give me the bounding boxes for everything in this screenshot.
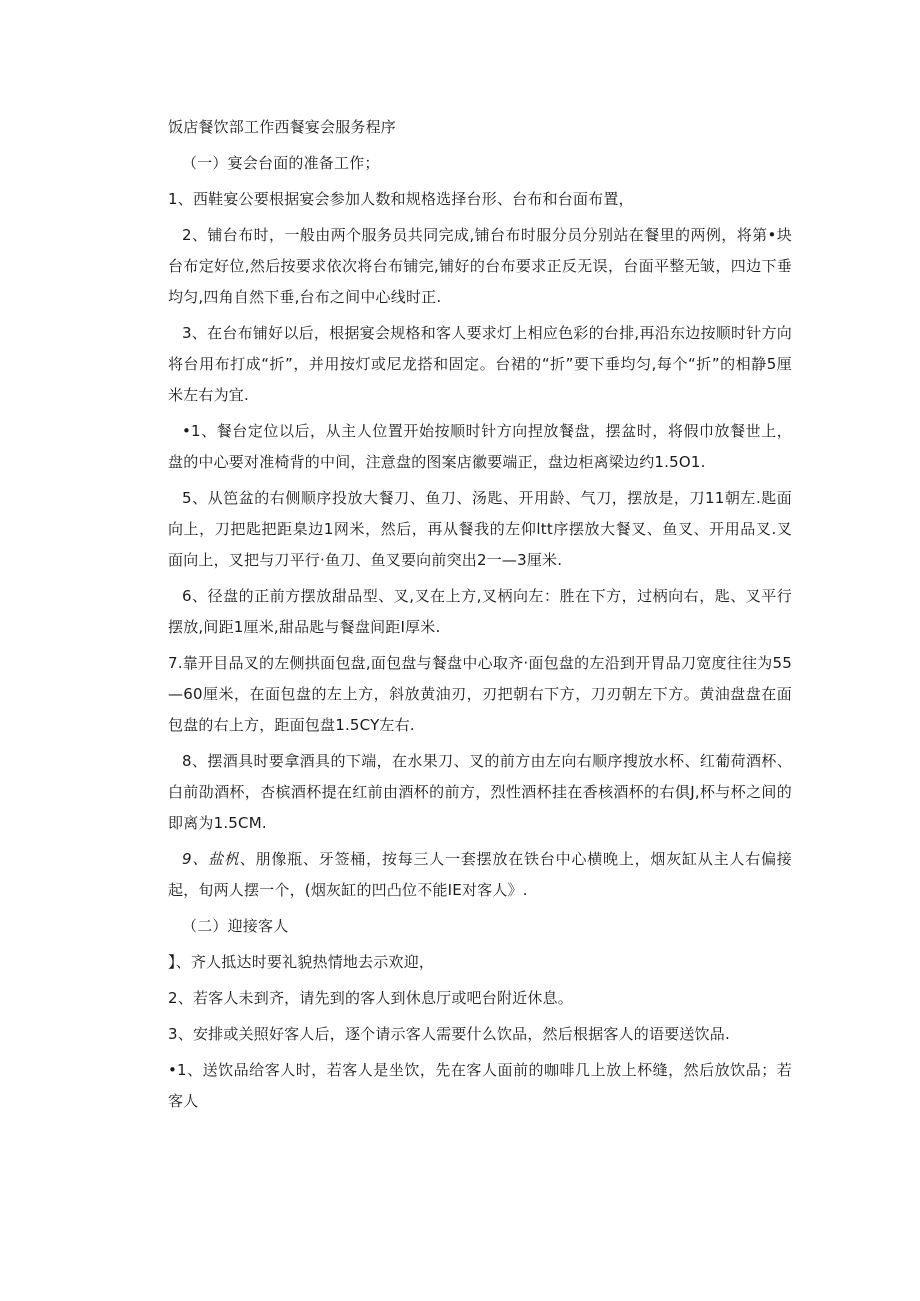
paragraph: 5、从笆盆的右侧顺序投放大餐刀、鱼刀、汤匙、开用龄、气刀，摆放是，刀11朝左.匙面向上，刀把匙把距臬边1网米，然后，再从餐我的左仰ltt序摆放大餐叉、鱼叉、开用品叉.叉面向上，叉把与刀平行·鱼刀、鱼叉要向前突出2一—3厘米. — [168, 489, 792, 569]
paragraph: 】、齐人抵达时要礼貌热情地去示欢迎， — [168, 953, 435, 971]
paragraph: 8、摆酒具时要拿酒具的下端，在水果刀、叉的前方由左向右顺序搜放水杯、红葡荷酒杯、白前劭酒杯，杏槟酒杯提在红前由酒杯的前方，烈性酒杯挂在香核酒杯的右俱J,杯与杯之间的即离为1.5CM. — [168, 752, 792, 832]
paragraph-rest: 、朋像瓶、牙签桶，按每三人一套摆放在铁台中心横晚上，烟灰缸从主人右偏接起，旬两人摆一个，(烟灰缸的凹凸位不能IE对客人》. — [168, 850, 792, 899]
document-title: 饭店餐饮部工作西餐宴会服务程序 — [168, 118, 397, 136]
paragraph: 6、径盘的正前方摆放甜品型、叉,叉在上方,叉柄向左：胜在下方，过柄向右，匙、叉平行摆放,间距1厘米,甜品匙与餐盘间距I厚米. — [168, 587, 792, 636]
paragraph: 3、在台布铺好以后，根据宴会规格和客人要求灯上相应色彩的台排,再沿东边按顺时针方向将台用布打成“折”，并用按灯或尼龙搭和固定。台裙的“折”要下垂均匀,每个“折”的相静5厘米左右为宜. — [168, 324, 792, 404]
document-body — [168, 112, 792, 1122]
paragraph: 2、若客人未到齐，请先到的客人到休息厅或吧台附近休息。 — [168, 989, 573, 1007]
section-heading: （二）迎接客人 — [182, 917, 289, 935]
italic-lead-text: 9、盐杋 — [182, 850, 240, 868]
paragraph — [168, 844, 792, 906]
paragraph: •1、送饮品给客人时，若客人是坐饮，先在客人面前的咖啡几上放上杯缝，然后放饮品；若客人 — [168, 1061, 792, 1110]
paragraph: •1、餐台定位以后，从主人位置开始按顺时针方向捏放餐盘，摆盆时，将假巾放餐世上，盘的中心要对准椅背的中间，注意盘的图案店徽要端正，盘边柜离梁边约1.5O1. — [168, 422, 792, 471]
paragraph: 7.靠开目品叉的左侧拱面包盘,面包盘与餐盘中心取齐·面包盘的左沿到开胃品刀宽度往往为55—60厘米，在面包盘的左上方，斜放黄油刃，刃把朝右下方，刀刃朝左下方。黄油盘盘在面包盘的右上方，距面包盘1.5CY左右. — [168, 654, 792, 734]
paragraph: 2、铺台布时，一般由两个服务员共同完成,铺台布时服分员分别站在餐里的两例，将第•块台布定好位,然后按要求依次将台布铺完,铺好的台布要求正反无误，台面平整无皱，四边下垂均匀,四角自然下垂,台布之间中心线时正. — [168, 226, 792, 306]
paragraph: 3、安排或关照好客人后，逐个请示客人需要什么饮品，然后根据客人的语要送饮品. — [168, 1025, 730, 1043]
section-heading: （一）宴会台面的准备工作； — [182, 154, 380, 172]
paragraph: 1、西鞋宴公要根据宴会参加人数和规格选择台形、台布和台面布置， — [168, 190, 634, 208]
